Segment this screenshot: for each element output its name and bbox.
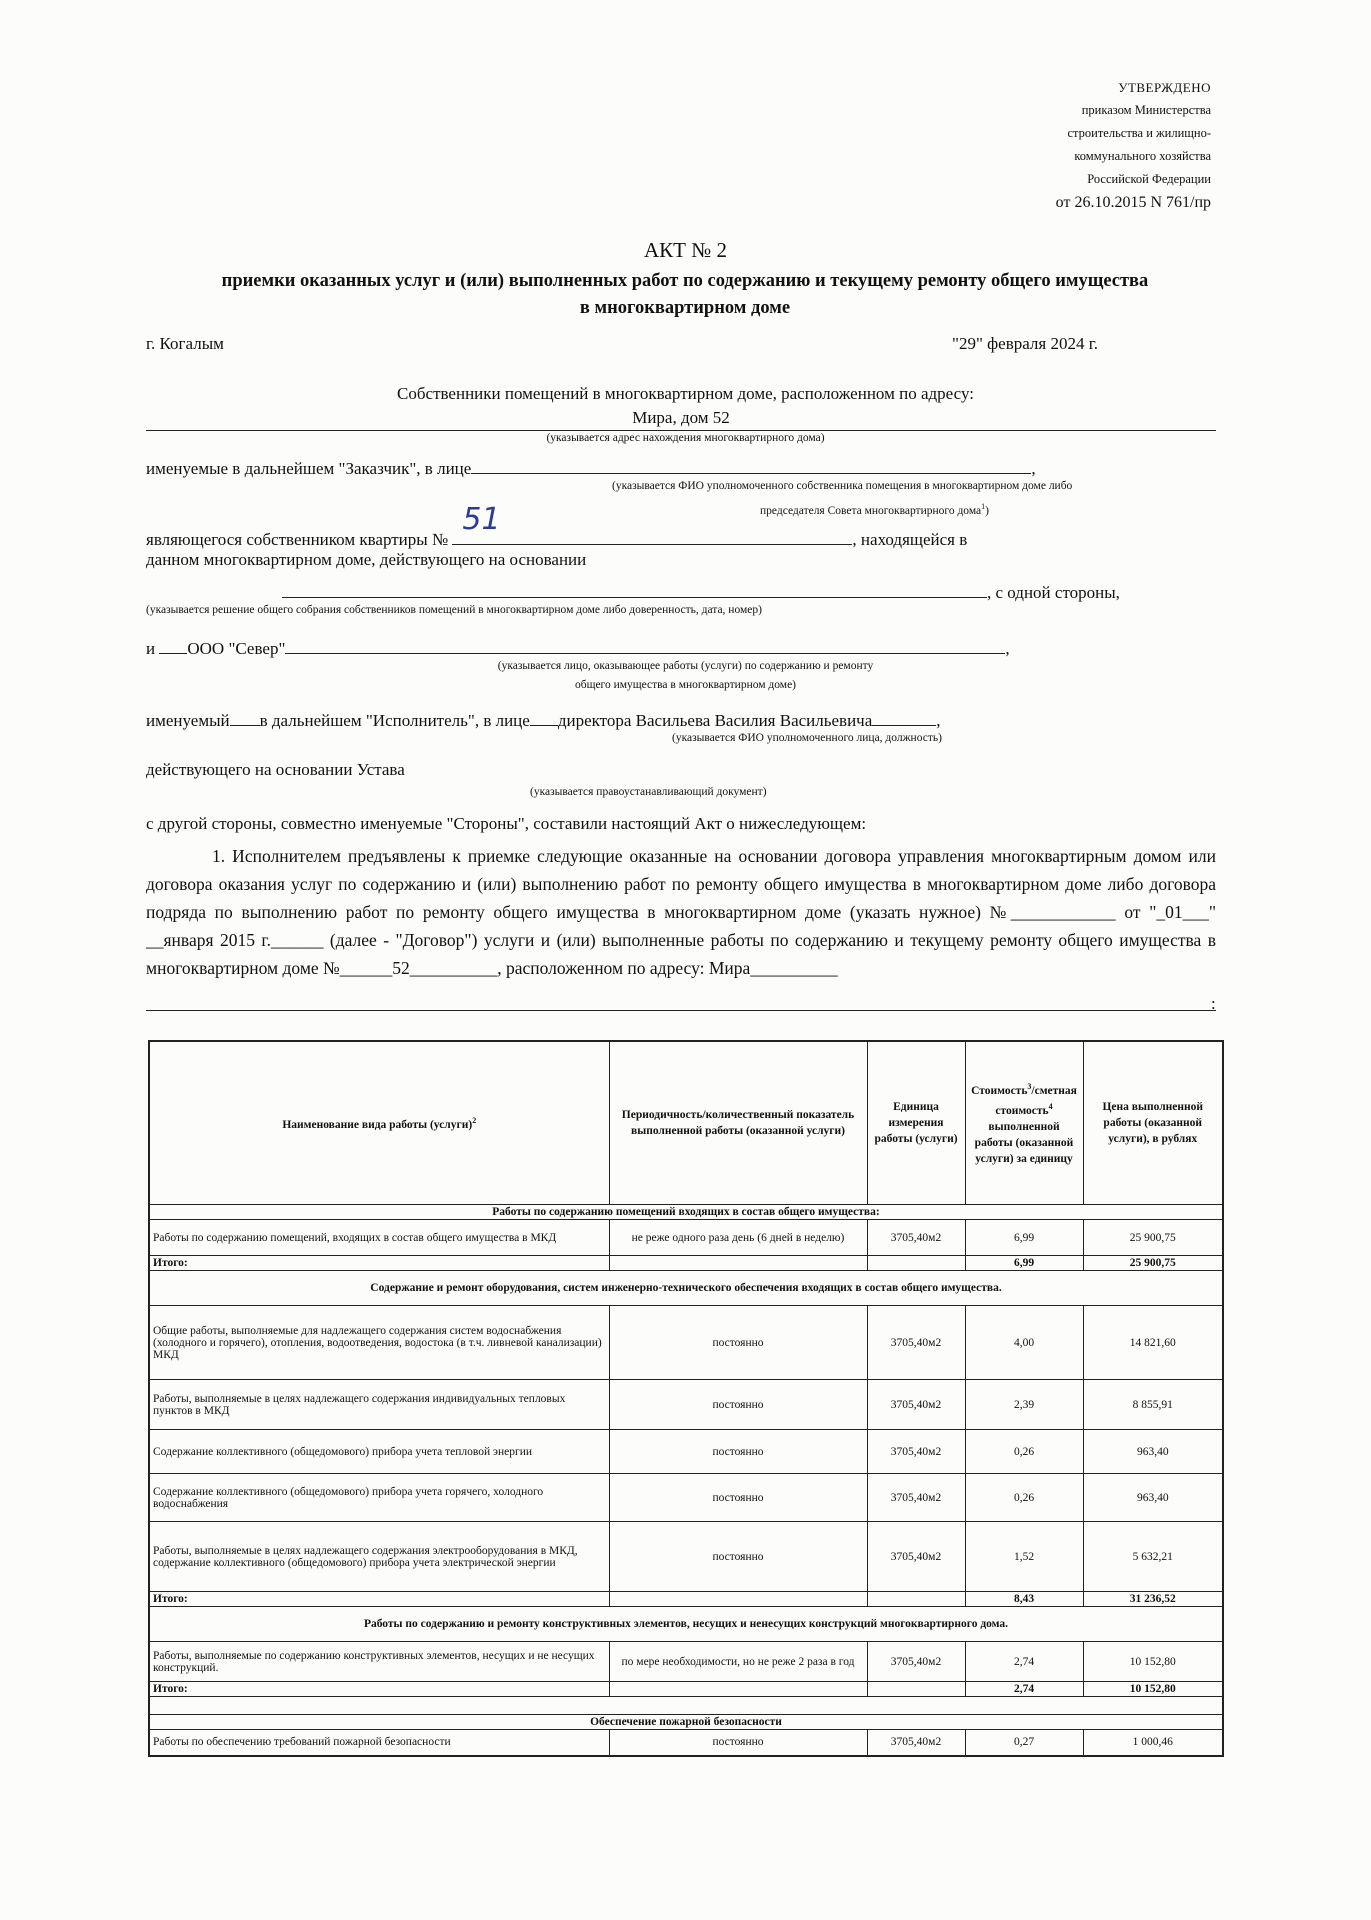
other-side-text: с другой стороны, совместно именуемые "Стороны", составили настоящий Акт о нижеследующем: [146,814,867,833]
total-row [149,1256,1223,1271]
total-label: Итого: [149,1592,609,1607]
basis-hint: (указывается решение общего собрания собственников помещений в многоквартирном доме либо доверенность, дата, номер) [146,604,762,616]
approval-line: строительства и жилищно- [1067,126,1211,140]
owner-apartment-label: являющегося собственником квартиры № [146,530,449,549]
work-price: 963,40 [1083,1474,1223,1522]
customer-blank [471,456,1031,474]
work-cost: 0,26 [965,1430,1083,1474]
address-field [146,408,1216,431]
spacer-row [149,1697,1223,1715]
subtitle-line: приемки оказанных услуг и (или) выполненных работ по содержанию и текущему ремонту общего имущества [221,271,1149,291]
address-value: Мира, дом 52 [632,408,730,427]
work-price: 5 632,21 [1083,1522,1223,1592]
work-unit: 3705,40м2 [867,1642,965,1682]
table-row [149,1306,1223,1380]
work-price: 10 152,80 [1083,1642,1223,1682]
customer-label: именуемые в дальнейшем "Заказчик", в лице [146,459,472,478]
work-period: постоянно [609,1474,867,1522]
work-unit: 3705,40м2 [867,1522,965,1592]
section-row [149,1271,1223,1306]
contractor-hint: общего имущества в многоквартирном доме) [574,679,797,691]
total-row [149,1592,1223,1607]
total-label: Итого: [149,1256,609,1271]
work-price: 8 855,91 [1083,1380,1223,1430]
document-title: АКТ № 2 [643,238,728,262]
work-name: Работы по содержанию помещений, входящих в состав общего имущества в МКД [149,1220,609,1256]
work-name: Работы, выполняемые в целях надлежащего содержания электрооборудования в МКД, содержание коллективного (общедомового) прибора учета электрической энергии [149,1522,609,1592]
work-name: Работы по обеспечению требований пожарной безопасности [149,1730,609,1756]
apartment-blank [452,502,852,545]
table-row [149,1430,1223,1474]
section-title: Работы по содержанию помещений входящих в состав общего имущества: [149,1205,1223,1220]
work-period: по мере необходимости, но не реже 2 раза в год [609,1642,867,1682]
apartment-number-handwritten: 51 [462,502,501,537]
one-side-label: , с одной стороны, [987,583,1120,602]
located-label: , находящейся в [852,530,968,549]
work-unit: 3705,40м2 [867,1730,965,1756]
header-period: Периодичность/количественный показатель выполненной работы (оказанной услуги) [609,1041,867,1205]
work-period: постоянно [609,1306,867,1380]
work-price: 25 900,75 [1083,1220,1223,1256]
total-cost: 8,43 [965,1592,1083,1607]
city: г. Когалым [146,334,224,353]
table-row [149,1642,1223,1682]
section-row [149,1205,1223,1220]
approval-line: Российской Федерации [1087,172,1211,186]
work-unit: 3705,40м2 [867,1430,965,1474]
table-row [149,1474,1223,1522]
contractor-line: и ООО "Север" , [146,636,1046,659]
works-table [148,1040,1224,1757]
executor-label: именуемый [146,711,230,730]
work-unit: 3705,40м2 [867,1474,965,1522]
work-unit: 3705,40м2 [867,1380,965,1430]
and-label: и [146,639,156,658]
executor-person: директора Васильева Василия Васильевича [557,711,873,730]
work-period: не реже одного раза день (6 дней в неделю) [609,1220,867,1256]
executor-label-2: в дальнейшем "Исполнитель", в лице [259,711,530,730]
total-cost: 6,99 [965,1256,1083,1271]
address-continuation-line [146,1000,1216,1011]
section-title: Работы по содержанию и ремонту конструктивных элементов, несущих и ненесущих конструкций многоквартирного дома. [149,1607,1223,1642]
work-unit: 3705,40м2 [867,1306,965,1380]
header-cost: Стоимость$^3$/сметная стоимость$^4$ выполненной работы (оказанной услуги) за единицу [965,1041,1083,1205]
header-price: Цена выполненной работы (оказанной услуги), в рублях [1083,1041,1223,1205]
acting-basis: действующего на основании Устава [146,760,405,779]
work-name: Работы, выполняемые в целях надлежащего содержания индивидуальных тепловых пунктов в МКД [149,1380,609,1430]
document-subtitle [140,268,1230,322]
total-price: 25 900,75 [1083,1256,1223,1271]
section-title: Обеспечение пожарной безопасности [149,1715,1223,1730]
basis-blank [282,580,987,598]
work-price: 14 821,60 [1083,1306,1223,1380]
colon: : [1211,994,1216,1013]
work-cost: 0,26 [965,1474,1083,1522]
work-unit: 3705,40м2 [867,1220,965,1256]
executor-line: именуемый в дальнейшем "Исполнитель", в лице директора Васильева Василия Васильевича , [146,708,1146,731]
approval-line: от 26.10.2015 N 761/пр [1055,194,1211,211]
work-period: постоянно [609,1730,867,1756]
work-cost: 0,27 [965,1730,1083,1756]
approval-line: приказом Министерства [1081,103,1211,117]
customer-line: именуемые в дальнейшем "Заказчик", в лице , [146,456,1096,479]
table-row [149,1380,1223,1430]
customer-hint: председателя Совета многоквартирного дома$^1$) [760,502,989,517]
address-hint: (указывается адрес нахождения многоквартирного дома) [546,432,825,444]
work-price: 1 000,46 [1083,1730,1223,1756]
basis-label: данном многоквартирном доме, действующего на основании [146,550,587,569]
table-header-row [149,1041,1223,1205]
work-price: 963,40 [1083,1430,1223,1474]
header-name: Наименование вида работы (услуги)$^2$ [149,1041,609,1205]
contractor-blank [285,636,1005,654]
total-label: Итого: [149,1682,609,1697]
approval-line: УТВЕРЖДЕНО [1118,80,1211,95]
basis-line [282,580,1142,603]
table-row [149,1220,1223,1256]
clause-1: 1. Исполнителем предъявлены к приемке следующие оказанные на основании договора управления многоквартирным домом или договора оказания услуг по содержанию и (или) выполнению работ по ремонту общего имущества в многоквартирном доме либо договора подряда по выполнению работ по ремонту общего имущества в многоквартирном доме (указать нужное) №____________ от "_01___" __января 2015 г.______ (далее - "Договор") услуги и (или) выполненные работы по содержанию и текущему ремонту общего имущества в многоквартирном доме №______52__________, расположенном по адресу: Мира__________ [146,846,1216,978]
total-price: 31 236,52 [1083,1592,1223,1607]
owners-text: Собственники помещений в многоквартирном доме, расположенном по адресу: [397,384,974,403]
contractor-name: ООО "Север" [187,639,286,658]
work-name: Содержание коллективного (общедомового) прибора учета тепловой энергии [149,1430,609,1474]
executor-hint: (указывается ФИО уполномоченного лица, должность) [672,732,942,744]
work-period: постоянно [609,1522,867,1592]
total-row [149,1682,1223,1697]
work-cost: 6,99 [965,1220,1083,1256]
work-period: постоянно [609,1430,867,1474]
header-unit: Единица измерения работы (услуги) [867,1041,965,1205]
act-date: "29" февраля 2024 г. [952,334,1099,353]
section-row [149,1607,1223,1642]
total-cost: 2,74 [965,1682,1083,1697]
approval-line: коммунального хозяйства [1074,149,1211,163]
work-cost: 1,52 [965,1522,1083,1592]
total-price: 10 152,80 [1083,1682,1223,1697]
section-title: Содержание и ремонт оборудования, систем инженерно-технического обеспечения входящих в состав общего имущества. [149,1271,1223,1306]
acting-hint: (указывается правоустанавливающий документ) [530,786,767,798]
table-row [149,1730,1223,1756]
contractor-hint: (указывается лицо, оказывающее работы (услуги) по содержанию и ремонту [497,660,874,672]
table-row [149,1522,1223,1592]
work-cost: 2,74 [965,1642,1083,1682]
subtitle-line: в многоквартирном доме [579,298,791,318]
section-row [149,1715,1223,1730]
work-name: Содержание коллективного (общедомового) прибора учета горячего, холодного водоснабжения [149,1474,609,1522]
work-name: Общие работы, выполняемые для надлежащего содержания систем водоснабжения (холодного и горячего), отопления, водоотведения, водостока (в т.ч. ливневой канализации) МКД [149,1306,609,1380]
work-cost: 2,39 [965,1380,1083,1430]
approval-block [1056,76,1211,214]
work-name: Работы, выполняемые по содержанию конструктивных элементов, несущих и не несущих конструкций. [149,1642,609,1682]
customer-hint: (указывается ФИО уполномоченного собственника помещения в многоквартирном доме либо [612,480,1073,492]
work-cost: 4,00 [965,1306,1083,1380]
work-period: постоянно [609,1380,867,1430]
